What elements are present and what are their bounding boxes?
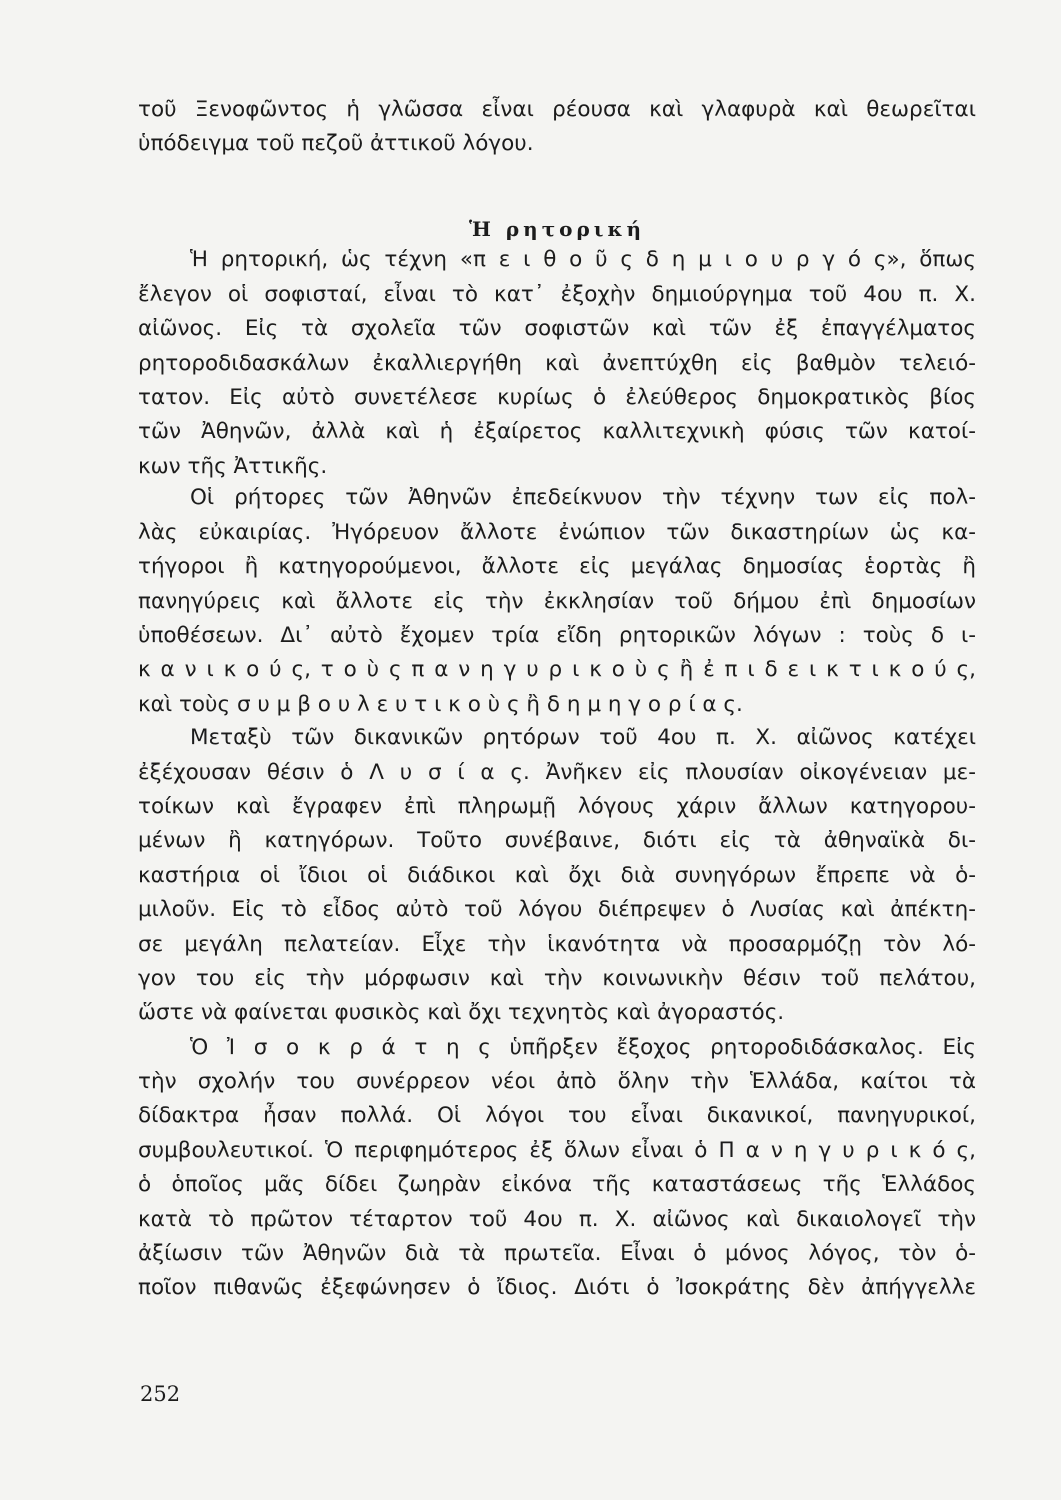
text-line: συμβουλευτικοί. Ὁ περιφημότερος ἐξ ὅλων εἶναι ὁ Π α ν η γ υ ρ ι κ ό ς, xyxy=(138,1138,976,1163)
text-line: κων τῆς Ἀττικῆς. xyxy=(138,454,328,479)
text-line: λὰς εὐκαιρίας. Ἠγόρευον ἄλλοτε ἐνώπιον τῶν δικαστηρίων ὡς κα- xyxy=(138,520,976,545)
text-line: σε μεγάλη πελατείαν. Εἶχε τὴν ἱκανότητα νὰ προσαρμόζῃ τὸν λό- xyxy=(138,932,976,957)
text-line: ἀξίωσιν τῶν Ἀθηνῶν διὰ τὰ πρωτεῖα. Εἶναι ὁ μόνος λόγος, τὸν ὁ- xyxy=(138,1241,976,1266)
text-line: Οἱ ρήτορες τῶν Ἀθηνῶν ἐπεδείκνυον τὴν τέχνην των εἰς πολ- xyxy=(190,485,976,510)
section-heading: Ἡ ρητορική xyxy=(469,217,645,241)
text-line: ἔλεγον οἱ σοφισταί, εἶναι τὸ κατ᾿ ἐξοχὴν δημιούργημα τοῦ 4ου π. Χ. xyxy=(138,282,976,307)
text-line: καὶ τοὺς σ υ μ β ο υ λ ε υ τ ι κ ο ὺ ς ἢ δ η μ η γ ο ρ ί α ς. xyxy=(138,692,743,717)
text-line: Ἡ ρητορική, ὡς τέχνη «π ε ι θ ο ῦ ς δ η μ ι ο υ ρ γ ό ς», ὅπως xyxy=(190,247,976,272)
text-line: ὑποθέσεων. Δι᾿ αὐτὸ ἔχομεν τρία εἴδη ρητορικῶν λόγων : τοὺς δ ι- xyxy=(138,623,976,648)
text-line: μένων ἢ κατηγόρων. Τοῦτο συνέβαινε, διότι εἰς τὰ ἀθηναϊκὰ δι- xyxy=(138,828,976,853)
text-line: ὥστε νὰ φαίνεται φυσικὸς καὶ ὄχι τεχνητὸς καὶ ἀγοραστός. xyxy=(138,1000,785,1025)
text-line: μιλοῦν. Εἰς τὸ εἶδος αὐτὸ τοῦ λόγου διέπρεψεν ὁ Λυσίας καὶ ἀπέκτη- xyxy=(138,897,976,922)
text-line: τοίκων καὶ ἔγραφεν ἐπὶ πληρωμῇ λόγους χάριν ἄλλων κατηγορου- xyxy=(138,794,976,819)
text-line: καστήρια οἱ ἴδιοι οἱ διάδικοι καὶ ὄχι διὰ συνηγόρων ἔπρεπε νὰ ὁ- xyxy=(138,863,976,888)
text-line: τὴν σχολήν του συνέρρεον νέοι ἀπὸ ὅλην τὴν Ἑλλάδα, καίτοι τὰ xyxy=(138,1069,976,1094)
text-line: ρητοροδιδασκάλων ἐκαλλιεργήθη καὶ ἀνεπτύχθη εἰς βαθμὸν τελειό- xyxy=(138,351,976,376)
text-line: ποῖον πιθανῶς ἐξεφώνησεν ὁ ἴδιος. Διότι ὁ Ἰσοκράτης δὲν ἀπήγγελλε xyxy=(138,1275,976,1300)
text-line: τατον. Εἰς αὐτὸ συνετέλεσε κυρίως ὁ ἐλεύθερος δημοκρατικὸς βίος xyxy=(138,385,976,410)
page-number: 252 xyxy=(140,1382,181,1406)
text-line: κατὰ τὸ πρῶτον τέταρτον τοῦ 4ου π. Χ. αἰῶνος καὶ δικαιολογεῖ τὴν xyxy=(138,1207,976,1232)
text-line: ὑπόδειγμα τοῦ πεζοῦ ἀττικοῦ λόγου. xyxy=(138,131,534,156)
text-line: κ α ν ι κ ο ύ ς, τ ο ὺ ς π α ν η γ υ ρ ι κ ο ὺ ς ἢ ἐ π ι δ ε ι κ τ ι κ ο ύ ς, xyxy=(138,657,976,682)
text-line: τῶν Ἀθηνῶν, ἀλλὰ καὶ ἡ ἐξαίρετος καλλιτεχνικὴ φύσις τῶν κατοί- xyxy=(138,419,976,444)
text-line: Μεταξὺ τῶν δικανικῶν ρητόρων τοῦ 4ου π. Χ. αἰῶνος κατέχει xyxy=(190,725,976,750)
text-line: δίδακτρα ἦσαν πολλά. Οἱ λόγοι του εἶναι δικανικοί, πανηγυρικοί, xyxy=(138,1103,976,1128)
text-line: γον του εἰς τὴν μόρφωσιν καὶ τὴν κοινωνικὴν θέσιν τοῦ πελάτου, xyxy=(138,966,976,991)
text-line: ἐξέχουσαν θέσιν ὁ Λ υ σ ί α ς. Ἀνῆκεν εἰς πλουσίαν οἰκογένειαν με- xyxy=(138,760,976,785)
text-line: πανηγύρεις καὶ ἄλλοτε εἰς τὴν ἐκκλησίαν τοῦ δήμου ἐπὶ δημοσίων xyxy=(138,589,976,614)
text-line: ὁ ὁποῖος μᾶς δίδει ζωηρὰν εἰκόνα τῆς καταστάσεως τῆς Ἑλλάδος xyxy=(138,1172,976,1197)
text-line: τοῦ Ξενοφῶντος ἡ γλῶσσα εἶναι ρέουσα καὶ γλαφυρὰ καὶ θεωρεῖται xyxy=(138,97,976,122)
text-line: Ὁ Ἰ σ ο κ ρ ά τ η ς ὑπῆρξεν ἔξοχος ρητοροδιδάσκαλος. Εἰς xyxy=(190,1035,976,1060)
text-line: αἰῶνος. Εἰς τὰ σχολεῖα τῶν σοφιστῶν καὶ τῶν ἐξ ἐπαγγέλματος xyxy=(138,316,976,341)
text-line: τήγοροι ἢ κατηγορούμενοι, ἄλλοτε εἰς μεγάλας δημοσίας ἑορτὰς ἢ xyxy=(138,554,976,579)
